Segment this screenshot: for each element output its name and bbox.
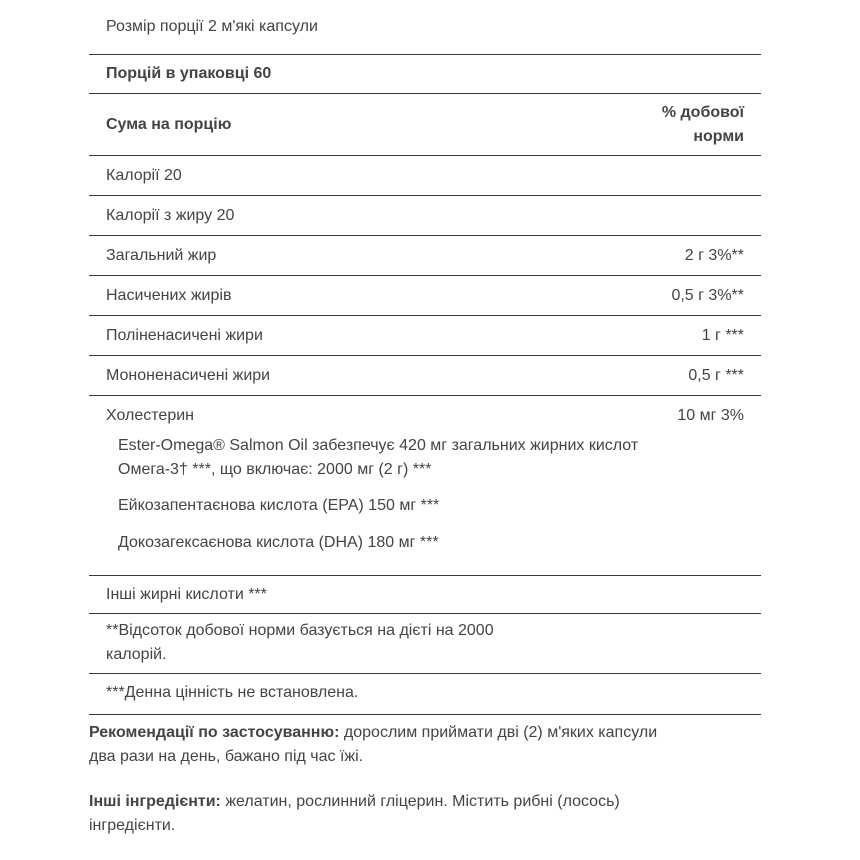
usage-heading: Рекомендації по застосуванню: — [89, 724, 340, 741]
nutrient-row — [89, 316, 761, 356]
nutrient-label: Мононенасичені жири — [106, 366, 271, 384]
usage-text-line2: два рази на день, бажано під час їжі. — [89, 748, 364, 765]
nutrient-label: Калорії з жиру 20 — [106, 206, 235, 224]
not-established-footnote — [89, 674, 761, 715]
nutrient-row — [89, 396, 761, 436]
ingredients-text-line1: желатин, рослинний гліцерин. Містить рибні (лосось) — [220, 793, 620, 810]
daily-value-footnote-line1: **Відсоток добової норми базується на дієті на 2000 — [106, 622, 494, 639]
nutrient-row — [89, 196, 761, 236]
nutrient-row — [89, 236, 761, 276]
other-fatty-acids-row — [89, 576, 761, 614]
nutrient-label: Загальний жир — [106, 246, 217, 264]
servings-per-container: Порцій в упаковці 60 — [106, 65, 272, 82]
amount-per-serving-header — [89, 94, 761, 156]
ingredients-text-line2: інгредієнти. — [89, 817, 176, 834]
nutrient-label: Холестерин — [106, 407, 194, 424]
other-fatty-acids: Інші жирні кислоти *** — [106, 585, 267, 603]
omega-3-block — [89, 436, 761, 576]
daily-value-footnote — [89, 614, 761, 674]
nutrient-value: 0,5 г *** — [688, 366, 744, 384]
nutrient-value: 10 мг 3% — [677, 407, 744, 424]
nutrient-label: Калорії 20 — [106, 166, 182, 184]
daily-value-header — [662, 101, 744, 149]
daily-value-footnote-line2: калорій. — [106, 646, 167, 663]
ingredients-heading: Інші інгредієнти: — [89, 793, 221, 810]
nutrient-label: Насичених жирів — [106, 286, 232, 304]
daily-value-header-line2: норми — [693, 127, 744, 145]
omega-3-line2: Омега-3† ***, що включає: 2000 мг (2 г) *** — [118, 461, 432, 478]
nutrient-value: 2 г 3%** — [684, 246, 744, 264]
nutrient-value: 0,5 г 3%** — [671, 286, 744, 304]
supplement-facts-table — [89, 0, 761, 715]
daily-value-header-line1: % добової — [661, 103, 744, 121]
nutrient-label: Поліненасичені жири — [106, 326, 263, 344]
omega-3-line1: Ester-Omega® Salmon Oil забезпечує 420 мг загальних жирних кислот — [118, 437, 639, 454]
dha-line: Докозагексаєнова кислота (DHA) 180 мг *** — [118, 534, 439, 551]
servings-per-container-row — [89, 55, 761, 94]
not-established-text: ***Денна цінність не встановлена. — [106, 684, 359, 701]
other-ingredients — [89, 790, 769, 838]
nutrient-row — [89, 356, 761, 396]
nutrient-value: 1 г *** — [701, 326, 744, 344]
nutrient-row — [89, 156, 761, 196]
amount-per-serving-label: Сума на порцію — [106, 115, 232, 133]
epa-line: Ейкозапентаєнова кислота (EPA) 150 мг *** — [118, 497, 440, 514]
serving-size: Розмір порції 2 м'які капсули — [106, 18, 318, 35]
usage-recommendations — [89, 721, 769, 769]
nutrient-row — [89, 276, 761, 316]
usage-text-line1: дорослим приймати дві (2) м'яких капсули — [339, 724, 658, 741]
serving-size-row — [89, 0, 761, 55]
